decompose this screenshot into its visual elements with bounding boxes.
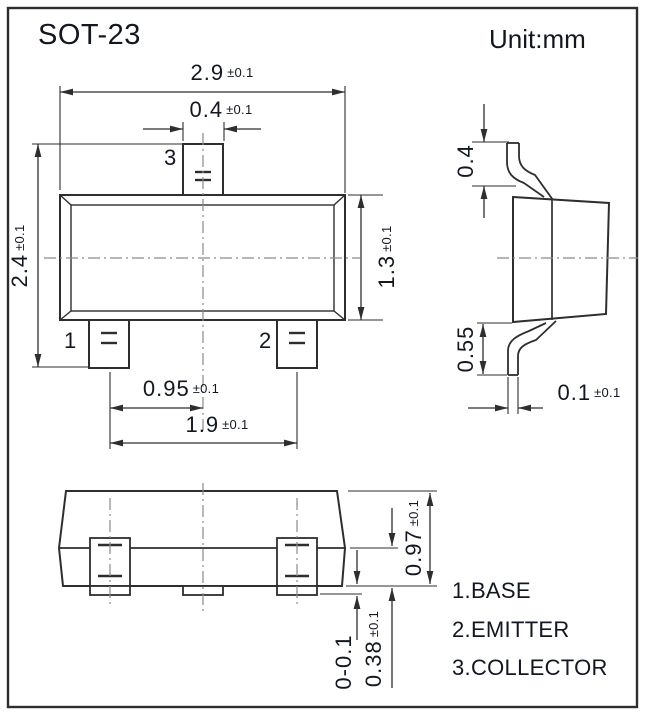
dim-standoff: 0-0.1 — [331, 634, 356, 690]
dim-lead-pitch: 0.95 ±0.1 — [142, 376, 220, 401]
dim-lead-width: 0.4 ±0.1 — [189, 97, 253, 122]
dim-profile-height: 0.97±0.1 — [401, 499, 426, 577]
side-view — [497, 143, 638, 375]
drawing-title: SOT-23 — [38, 19, 141, 51]
dim-lead-thickness: 0.1 ±0.1 — [557, 380, 621, 405]
dim-body-thickness: 0.38±0.1 — [361, 610, 386, 688]
dim-lead-span: 1.9 ±0.1 — [185, 412, 249, 437]
legend-item-base: 1.BASE — [452, 578, 531, 603]
bottom-lead — [508, 323, 546, 375]
unit-label: Unit:mm — [489, 24, 586, 54]
dim-overall-height: 2.4±0.1 — [7, 224, 32, 288]
dim-foot-height: 0.55 — [453, 325, 478, 373]
pin2-number: 2 — [259, 328, 272, 353]
dim-overall-width: 2.9 ±0.1 — [190, 60, 254, 85]
side-body — [513, 197, 609, 322]
dim-body-height: 1.3±0.1 — [374, 225, 399, 289]
legend-item-collector: 3.COLLECTOR — [452, 655, 608, 680]
legend-item-emitter: 2.EMITTER — [452, 617, 570, 642]
dim-shoulder-height: 0.4 — [453, 144, 478, 178]
bottom-view — [59, 483, 345, 612]
pin1-number: 1 — [64, 328, 77, 353]
pin3-number: 3 — [164, 145, 177, 170]
